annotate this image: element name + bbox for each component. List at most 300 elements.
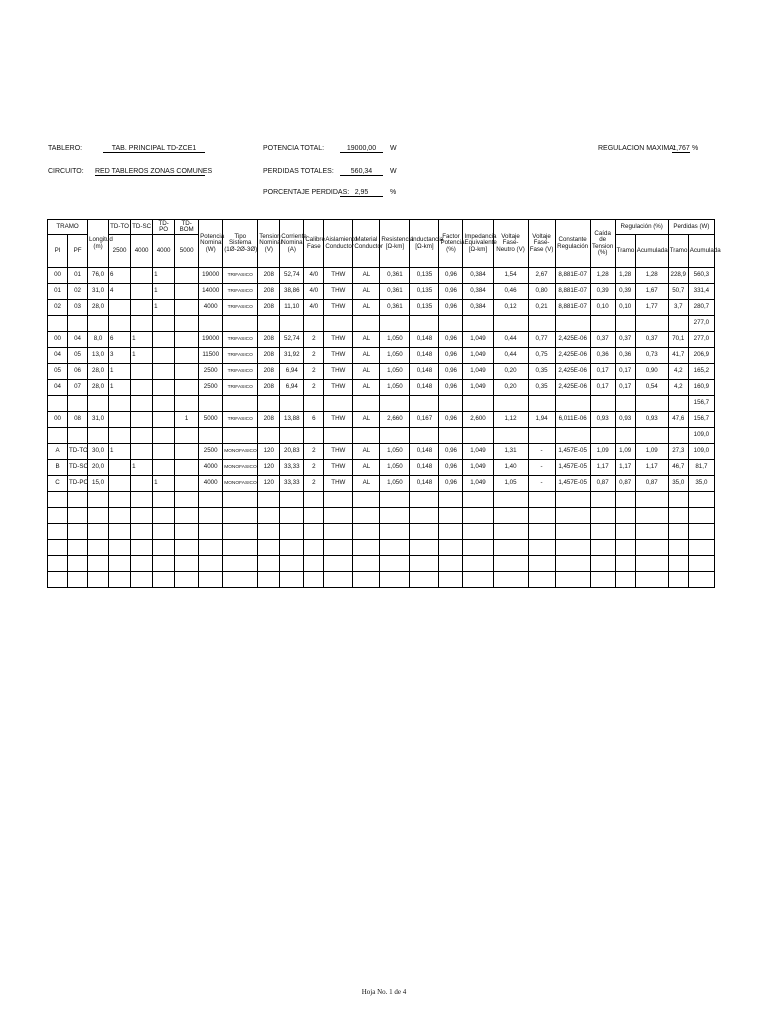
table-cell: 2,660 <box>380 412 410 428</box>
calculation-table <box>47 219 721 588</box>
table-cell <box>528 428 555 444</box>
table-cell <box>153 348 175 364</box>
table-cell <box>324 556 353 572</box>
table-cell <box>153 412 175 428</box>
header-pf: PF <box>68 235 88 268</box>
table-cell <box>439 396 463 412</box>
table-cell: 0,96 <box>439 364 463 380</box>
potencia-unit: W <box>390 145 397 152</box>
table-cell: 1,050 <box>380 444 410 460</box>
table-cell <box>324 492 353 508</box>
table-row <box>48 428 715 444</box>
header-material: Material Conductor <box>353 220 380 268</box>
table-cell: 1,77 <box>635 300 668 316</box>
table-cell <box>590 556 615 572</box>
table-cell: 109,0 <box>688 444 714 460</box>
table-cell <box>68 316 88 332</box>
table-cell: 2,425E-06 <box>555 364 590 380</box>
table-cell <box>615 316 635 332</box>
table-cell <box>131 556 153 572</box>
table-cell: 0,73 <box>635 348 668 364</box>
table-cell <box>153 460 175 476</box>
table-cell: 1,049 <box>463 380 493 396</box>
porcentaje-value: 2,95 <box>340 189 383 197</box>
table-cell <box>615 524 635 540</box>
table-cell: 0,39 <box>590 284 615 300</box>
table-cell: 0,10 <box>590 300 615 316</box>
table-cell: 228,9 <box>668 268 688 284</box>
table-cell <box>131 412 153 428</box>
header-impedancia: Impedancia Equivalente [Ω-km] <box>463 220 493 268</box>
table-cell <box>131 396 153 412</box>
table-cell <box>353 428 380 444</box>
header-tdpo: TD-PO <box>153 220 175 235</box>
header-tdsc-value: 4000 <box>131 235 153 268</box>
table-cell: 1,28 <box>590 268 615 284</box>
table-cell <box>668 316 688 332</box>
table-cell: 1,457E-05 <box>555 444 590 460</box>
table-cell <box>258 556 280 572</box>
table-row <box>48 380 715 396</box>
table-cell <box>153 396 175 412</box>
table-cell: 20,0 <box>88 460 109 476</box>
table-cell: 52,74 <box>280 332 304 348</box>
table-cell: THW <box>324 300 353 316</box>
table-cell: 01 <box>48 284 68 300</box>
table-cell: 331,4 <box>688 284 714 300</box>
table-cell: - <box>528 444 555 460</box>
table-cell: 6,94 <box>280 364 304 380</box>
table-cell <box>555 396 590 412</box>
table-cell <box>615 492 635 508</box>
table-cell <box>68 540 88 556</box>
table-cell: THW <box>324 444 353 460</box>
table-cell: 1,050 <box>380 332 410 348</box>
table-cell <box>410 492 439 508</box>
table-cell: 1,049 <box>463 364 493 380</box>
table-cell <box>439 316 463 332</box>
table-cell: 05 <box>48 364 68 380</box>
table-cell: THW <box>324 332 353 348</box>
table-cell: 0,96 <box>439 412 463 428</box>
header-perdidas-acumulada: Acumulada <box>688 235 714 268</box>
table-cell: AL <box>353 412 380 428</box>
table-cell <box>528 524 555 540</box>
table-cell <box>439 492 463 508</box>
table-cell <box>88 492 109 508</box>
table-cell <box>635 428 668 444</box>
table-cell: 41,7 <box>668 348 688 364</box>
table-cell <box>131 476 153 492</box>
table-cell <box>258 396 280 412</box>
table-cell <box>410 396 439 412</box>
table-cell <box>324 316 353 332</box>
table-cell: 0,96 <box>439 332 463 348</box>
table-cell <box>493 572 528 588</box>
table-cell: 0,36 <box>615 348 635 364</box>
table-cell: MONOFASICO <box>223 476 258 492</box>
table-cell: 0,10 <box>615 300 635 316</box>
table-cell: A <box>48 444 68 460</box>
table-cell: 0,148 <box>410 444 439 460</box>
table-cell <box>463 492 493 508</box>
table-cell <box>175 348 199 364</box>
header-longitud: Longitud (m) <box>88 220 109 268</box>
porcentaje-label: PORCENTAJE PERDIDAS: <box>263 189 350 196</box>
table-row <box>48 460 715 476</box>
table-cell: 3,7 <box>668 300 688 316</box>
table-cell <box>353 316 380 332</box>
table-row <box>48 540 715 556</box>
table-row <box>48 556 715 572</box>
table-cell: 120 <box>258 444 280 460</box>
table-cell: 11,10 <box>280 300 304 316</box>
table-cell: 1 <box>131 460 153 476</box>
table-cell <box>688 492 714 508</box>
table-cell <box>280 556 304 572</box>
table-cell: 2 <box>304 460 324 476</box>
table-cell <box>493 508 528 524</box>
table-row <box>48 348 715 364</box>
table-cell: 1,28 <box>635 268 668 284</box>
table-cell <box>153 524 175 540</box>
table-cell: 1 <box>153 284 175 300</box>
table-cell <box>68 508 88 524</box>
table-cell: 2 <box>304 364 324 380</box>
table-row <box>48 268 715 284</box>
table-cell: 0,135 <box>410 300 439 316</box>
table-cell <box>555 556 590 572</box>
table-cell: 0,148 <box>410 364 439 380</box>
table-cell: 0,361 <box>380 268 410 284</box>
table-cell <box>48 316 68 332</box>
table-cell <box>555 428 590 444</box>
table-cell: 38,86 <box>280 284 304 300</box>
table-cell <box>528 540 555 556</box>
table-cell <box>153 428 175 444</box>
table-cell <box>109 428 131 444</box>
table-cell: TRIFASICO <box>223 268 258 284</box>
table-cell <box>380 492 410 508</box>
table-cell <box>439 556 463 572</box>
table-cell <box>668 540 688 556</box>
table-cell: 4000 <box>199 476 223 492</box>
table-cell: 5000 <box>199 412 223 428</box>
table-cell <box>528 492 555 508</box>
table-cell <box>88 572 109 588</box>
table-cell <box>153 332 175 348</box>
table-cell: 0,148 <box>410 476 439 492</box>
table-cell <box>463 508 493 524</box>
table-cell: 20,83 <box>280 444 304 460</box>
table-cell: 1,54 <box>493 268 528 284</box>
table-cell <box>88 540 109 556</box>
table-cell <box>353 396 380 412</box>
table-cell: 11500 <box>199 348 223 364</box>
table-cell: 04 <box>68 332 88 348</box>
table-cell <box>109 492 131 508</box>
table-cell: TRIFASICO <box>223 380 258 396</box>
table-cell: 160,9 <box>688 380 714 396</box>
table-cell <box>555 492 590 508</box>
table-cell: 120 <box>258 460 280 476</box>
table-cell <box>410 428 439 444</box>
table-cell: 2 <box>304 476 324 492</box>
table-cell <box>463 572 493 588</box>
table-cell <box>635 572 668 588</box>
table-cell <box>223 316 258 332</box>
table-cell: 1,40 <box>493 460 528 476</box>
table-cell <box>153 508 175 524</box>
table-cell: 4,2 <box>668 380 688 396</box>
table-cell <box>175 444 199 460</box>
table-cell <box>463 556 493 572</box>
table-cell: 0,17 <box>615 364 635 380</box>
header-factor: Factor Potencia (%) <box>439 220 463 268</box>
table-cell <box>109 476 131 492</box>
table-cell: 6,94 <box>280 380 304 396</box>
table-cell <box>439 540 463 556</box>
table-cell <box>48 428 68 444</box>
table-cell: 208 <box>258 332 280 348</box>
table-cell <box>175 300 199 316</box>
table-cell <box>175 492 199 508</box>
table-cell <box>635 556 668 572</box>
table-cell <box>668 428 688 444</box>
table-cell <box>109 396 131 412</box>
table-cell: 70,1 <box>668 332 688 348</box>
table-cell: 1,05 <box>493 476 528 492</box>
table-cell <box>175 316 199 332</box>
table-cell: 00 <box>48 268 68 284</box>
table-row <box>48 284 715 300</box>
table-cell: TRIFASICO <box>223 348 258 364</box>
table-cell: 2,425E-06 <box>555 380 590 396</box>
table-cell: 52,74 <box>280 268 304 284</box>
table-cell: TD-PO <box>68 476 88 492</box>
table-cell <box>688 508 714 524</box>
table-cell <box>109 556 131 572</box>
table-cell: 0,148 <box>410 348 439 364</box>
table-cell: 0,21 <box>528 300 555 316</box>
table-cell: 14000 <box>199 284 223 300</box>
table-cell <box>590 572 615 588</box>
table-cell <box>635 316 668 332</box>
table-cell: 0,361 <box>380 300 410 316</box>
table-cell <box>439 524 463 540</box>
table-cell <box>109 460 131 476</box>
table-cell: 2 <box>304 332 324 348</box>
table-cell: TD-TO <box>68 444 88 460</box>
table-cell: 0,17 <box>590 380 615 396</box>
header-tdbom: TD-BOM <box>175 220 199 235</box>
table-cell: 30,0 <box>88 444 109 460</box>
table-cell <box>88 428 109 444</box>
table-cell: 6 <box>109 332 131 348</box>
table-cell: 05 <box>68 348 88 364</box>
table-cell: 31,92 <box>280 348 304 364</box>
table-cell: 206,9 <box>688 348 714 364</box>
table-cell <box>528 572 555 588</box>
table-cell: 560,3 <box>688 268 714 284</box>
table-cell <box>635 540 668 556</box>
table-cell <box>304 396 324 412</box>
table-row <box>48 524 715 540</box>
table-cell: 1,457E-05 <box>555 460 590 476</box>
table-cell <box>380 556 410 572</box>
table-cell: 2500 <box>199 364 223 380</box>
table-cell: 1 <box>153 268 175 284</box>
table-cell: 0,148 <box>410 380 439 396</box>
table-cell: 0,96 <box>439 380 463 396</box>
table-cell: 2 <box>304 348 324 364</box>
table-cell <box>324 572 353 588</box>
table-cell: 208 <box>258 412 280 428</box>
table-cell: 0,77 <box>528 332 555 348</box>
header-constante: Constante Regulación <box>555 220 590 268</box>
table-cell: 208 <box>258 300 280 316</box>
header-regulacion: Regulación (%) <box>615 220 668 235</box>
table-cell: 0,87 <box>615 476 635 492</box>
table-cell: 3 <box>109 348 131 364</box>
header-tension: Tension Nominal (V) <box>258 220 280 268</box>
table-cell: 0,90 <box>635 364 668 380</box>
table-row <box>48 492 715 508</box>
table-cell: 0,44 <box>493 348 528 364</box>
table-cell: 50,7 <box>668 284 688 300</box>
circuito-label: CIRCUITO: <box>48 168 84 175</box>
table-cell <box>304 540 324 556</box>
table-cell: 0,37 <box>590 332 615 348</box>
header-potencia: Potencia Nominal (W) <box>199 220 223 268</box>
table-cell: 4,2 <box>668 364 688 380</box>
table-cell: 280,7 <box>688 300 714 316</box>
table-cell <box>68 556 88 572</box>
table-cell: TRIFASICO <box>223 332 258 348</box>
table-cell: AL <box>353 380 380 396</box>
table-cell <box>153 492 175 508</box>
table-cell: 6,011E-06 <box>555 412 590 428</box>
table-cell: 0,96 <box>439 300 463 316</box>
table-cell <box>223 508 258 524</box>
table-cell <box>635 396 668 412</box>
table-cell: 0,87 <box>635 476 668 492</box>
table-cell <box>175 572 199 588</box>
table-cell <box>68 572 88 588</box>
potencia-label: POTENCIA TOTAL: <box>263 145 325 152</box>
table-cell <box>131 572 153 588</box>
table-cell: 0,36 <box>590 348 615 364</box>
table-cell <box>131 524 153 540</box>
table-cell <box>590 524 615 540</box>
table-cell: 0,148 <box>410 460 439 476</box>
table-cell <box>555 508 590 524</box>
table-cell <box>153 540 175 556</box>
table-cell: 0,46 <box>493 284 528 300</box>
header-voltaje-ff: Voltaje Fase-Fase (V) <box>528 220 555 268</box>
table-cell <box>175 364 199 380</box>
table-cell: 1 <box>153 476 175 492</box>
table-cell: 1,17 <box>590 460 615 476</box>
table-cell: 1 <box>131 332 153 348</box>
table-cell <box>555 540 590 556</box>
table-cell <box>493 540 528 556</box>
table-cell <box>304 492 324 508</box>
table-cell: 0,135 <box>410 284 439 300</box>
table-cell <box>493 524 528 540</box>
regulacion-label: REGULACION MAXIMA: <box>598 145 676 152</box>
table-cell: 2,425E-06 <box>555 348 590 364</box>
table-cell <box>48 540 68 556</box>
table-cell <box>48 524 68 540</box>
table-cell <box>131 284 153 300</box>
table-cell <box>131 508 153 524</box>
table-cell <box>280 540 304 556</box>
table-cell <box>668 524 688 540</box>
table-cell: 0,80 <box>528 284 555 300</box>
header-inductancia: Inductancia [Ω-km] <box>410 220 439 268</box>
table-cell: 76,0 <box>88 268 109 284</box>
table-cell <box>668 396 688 412</box>
table-cell <box>615 540 635 556</box>
table-cell: 0,87 <box>590 476 615 492</box>
table-cell <box>223 524 258 540</box>
table-cell: 04 <box>48 380 68 396</box>
table-cell: 47,6 <box>668 412 688 428</box>
header-regulacion-tramo: Tramo <box>615 235 635 268</box>
table-cell <box>109 508 131 524</box>
table-cell <box>280 396 304 412</box>
potencia-value: 19000,00 <box>340 145 383 153</box>
table-cell <box>324 540 353 556</box>
table-cell <box>688 524 714 540</box>
table-cell: 8,0 <box>88 332 109 348</box>
table-cell: 0,20 <box>493 380 528 396</box>
table-cell: AL <box>353 332 380 348</box>
table-cell <box>153 380 175 396</box>
table-cell <box>410 572 439 588</box>
table-cell: 46,7 <box>668 460 688 476</box>
table-cell: 2,67 <box>528 268 555 284</box>
table-cell <box>410 556 439 572</box>
table-cell: 156,7 <box>688 396 714 412</box>
table-cell: 8,881E-07 <box>555 300 590 316</box>
table-cell: THW <box>324 476 353 492</box>
table-cell: 2500 <box>199 380 223 396</box>
table-cell <box>175 556 199 572</box>
table-cell <box>175 508 199 524</box>
table-cell <box>353 540 380 556</box>
table-cell <box>68 524 88 540</box>
table-cell <box>88 556 109 572</box>
table-cell: THW <box>324 348 353 364</box>
table-cell <box>223 572 258 588</box>
table-cell: 0,75 <box>528 348 555 364</box>
table-cell: 35,0 <box>668 476 688 492</box>
table-cell: 04 <box>48 348 68 364</box>
table-cell: 33,33 <box>280 460 304 476</box>
table-cell <box>410 540 439 556</box>
table-cell <box>175 524 199 540</box>
table-cell: 0,44 <box>493 332 528 348</box>
table-cell: TD-SC <box>68 460 88 476</box>
table-cell: 0,37 <box>635 332 668 348</box>
table-cell <box>48 572 68 588</box>
table-cell: - <box>528 460 555 476</box>
table-cell <box>280 572 304 588</box>
table-cell <box>258 316 280 332</box>
table-row <box>48 444 715 460</box>
